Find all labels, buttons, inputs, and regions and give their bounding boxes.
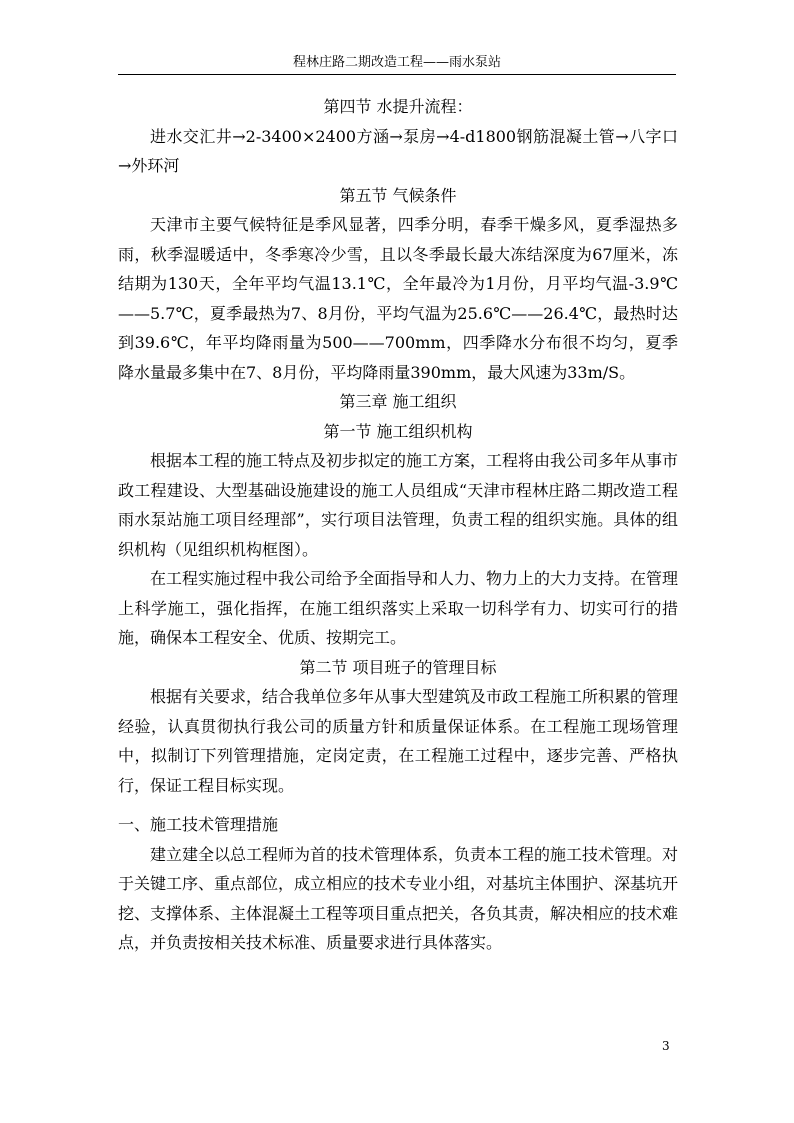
header-title: 程林庄路二期改造工程——雨水泵站 [292,55,501,70]
section-heading-water-lift: 第四节 水提升流程： [323,97,473,116]
paragraph-management-goals: 根据有关要求，结合我单位多年从事大型建筑及市政工程施工所积累的管理经验，认真贯彻执行我公司的质量方针和质量保证体系。在工程施工现场管理中，拟制订下列管理措施，定岗定责，在工程施工过程中，逐步完善、严格执行，保证工程目标实现。 [118,687,679,795]
page-header [118,54,676,75]
document-body [118,92,678,958]
paragraph-tech-management: 建立建全以总工程师为首的技术管理体系，负责本工程的施工技术管理。对于关键工序、重点部位，成立相应的技术专业小组，对基坑主体围护、深基坑开挖、支撑体系、主体混凝土工程等项目重点把关，各负其责，解决相应的技术难点，并负责按相关技术标准、质量要求进行具体落实。 [118,844,679,952]
section-heading-climate: 第五节 气候条件 [339,185,457,205]
page-number: 3 [662,1039,670,1053]
paragraph-org-structure: 根据本工程的施工特点及初步拟定的施工方案，工程将由我公司多年从事市政工程建设、大型基础设施建设的施工人员组成“天津市程林庄路二期改造工程雨水泵站施工项目经理部”，实行项目法管理，负责工程的组织实施。具体的组织机构（见组织机构框图）。 [118,451,679,559]
subheading-tech-management: 一、施工技术管理措施 [118,815,279,834]
paragraph-company-support: 在工程实施过程中我公司给予全面指导和人力、物力上的大力支持。在管理上科学施工，强化指挥，在施工组织落实上采取一切科学有力、切实可行的措施，确保本工程安全、优质、按期完工。 [118,569,679,647]
chapter-heading-construction-org: 第三章 施工组织 [339,392,457,411]
section-heading-management-goals: 第二节 项目班子的管理目标 [299,657,497,677]
section-heading-org-structure: 第一节 施工组织机构 [323,421,473,441]
spacer [118,800,678,810]
paragraph-climate: 天津市主要气候特征是季风显著，四季分明，春季干燥多风，夏季湿热多雨，秋季湿暖适中，冬季寒冷少雪，且以冬季最长最大冻结深度为67厘米，冻结期为130天，全年平均气温13.1℃，全年最冷为1月份，月平均气温-3.9℃——5.7℃，夏季最热为7、8月份，平均气温为25.6℃——26.4℃，最热时达到39.6℃，年平均降雨量为500——700mm，四季降水分布很不均匀，夏季降水量最多集中在7、8月份，平均降雨量390mm，最大风速为33m/S。 [118,215,678,382]
paragraph-water-lift-flow: 进水交汇井→2-3400×2400方涵→泵房→4-d1800钢筋混凝土管→八字口→外环河 [118,126,678,175]
